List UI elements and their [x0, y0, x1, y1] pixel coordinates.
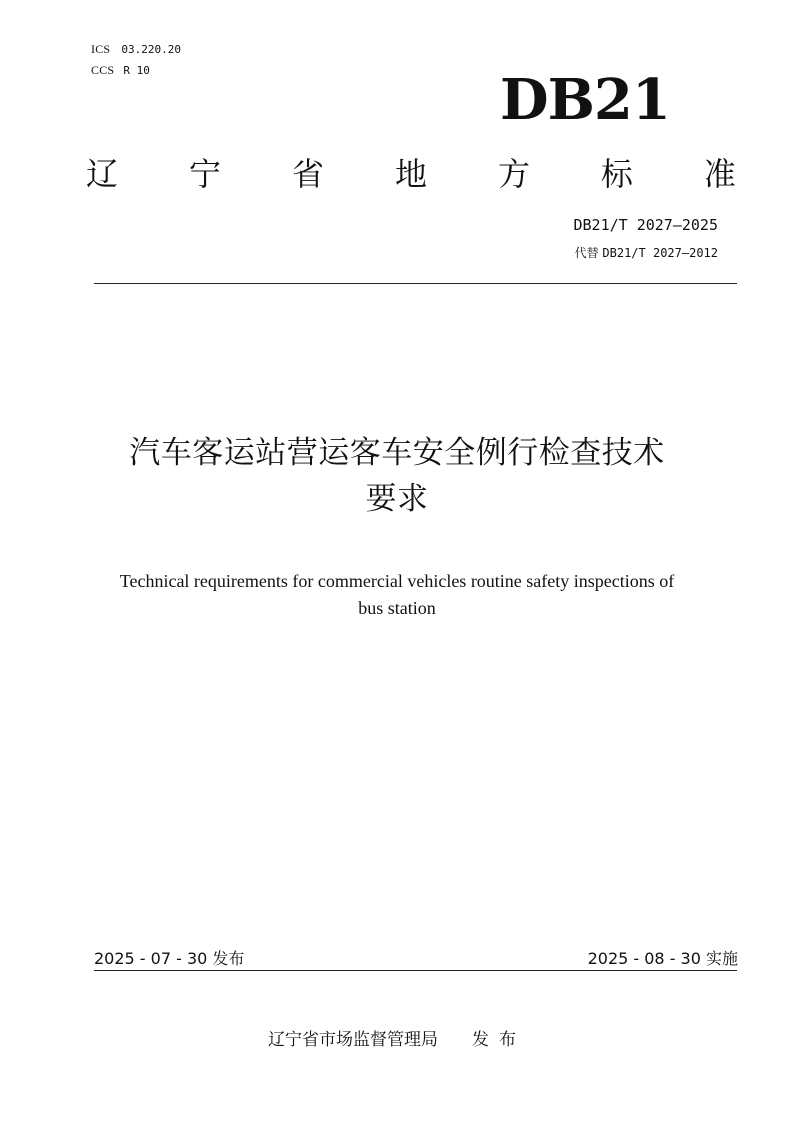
category-char: 省 [291, 155, 324, 193]
issuer-line [0, 1025, 794, 1050]
category-char: 方 [497, 155, 530, 193]
category-char: 宁 [188, 155, 221, 193]
category-char: 准 [703, 155, 736, 193]
issuer-name: 辽宁省市场监督管理局 [268, 1030, 438, 1050]
issue-date: 2025 - 07 - 30 发布 [94, 949, 245, 968]
category-char: 地 [394, 155, 427, 193]
document-title-en [60, 568, 734, 622]
ics-code [91, 38, 181, 57]
replaces-line [575, 244, 718, 261]
ccs-value: R 10 [123, 64, 150, 77]
top-divider [94, 283, 737, 284]
ccs-code [91, 59, 150, 78]
ccs-label: CCS [91, 63, 115, 77]
document-title-cn [0, 430, 794, 522]
title-en-line1: Technical requirements for commercial vehicles routine safety inspections of [119, 571, 675, 591]
implementation-date: 2025 - 08 - 30 实施 [587, 949, 738, 968]
standard-number: DB21/T 2027—2025 [573, 216, 718, 234]
replaces-prefix: 代替 [574, 246, 599, 260]
ics-label: ICS [91, 42, 111, 56]
ics-value: 03.220.20 [121, 43, 181, 56]
title-cn-line2: 要求 [365, 481, 429, 517]
replaces-number: DB21/T 2027—2012 [602, 246, 718, 260]
category-title [86, 150, 736, 198]
title-en-line2: bus station [358, 598, 436, 618]
category-char: 标 [600, 155, 633, 193]
category-char: 辽 [86, 155, 119, 193]
issuer-action: 发布 [472, 1030, 526, 1050]
title-cn-line1: 汽车客运站营运客车安全例行检查技术 [129, 435, 665, 471]
bottom-divider [94, 970, 737, 971]
db21-logo: DB21 [500, 67, 670, 133]
